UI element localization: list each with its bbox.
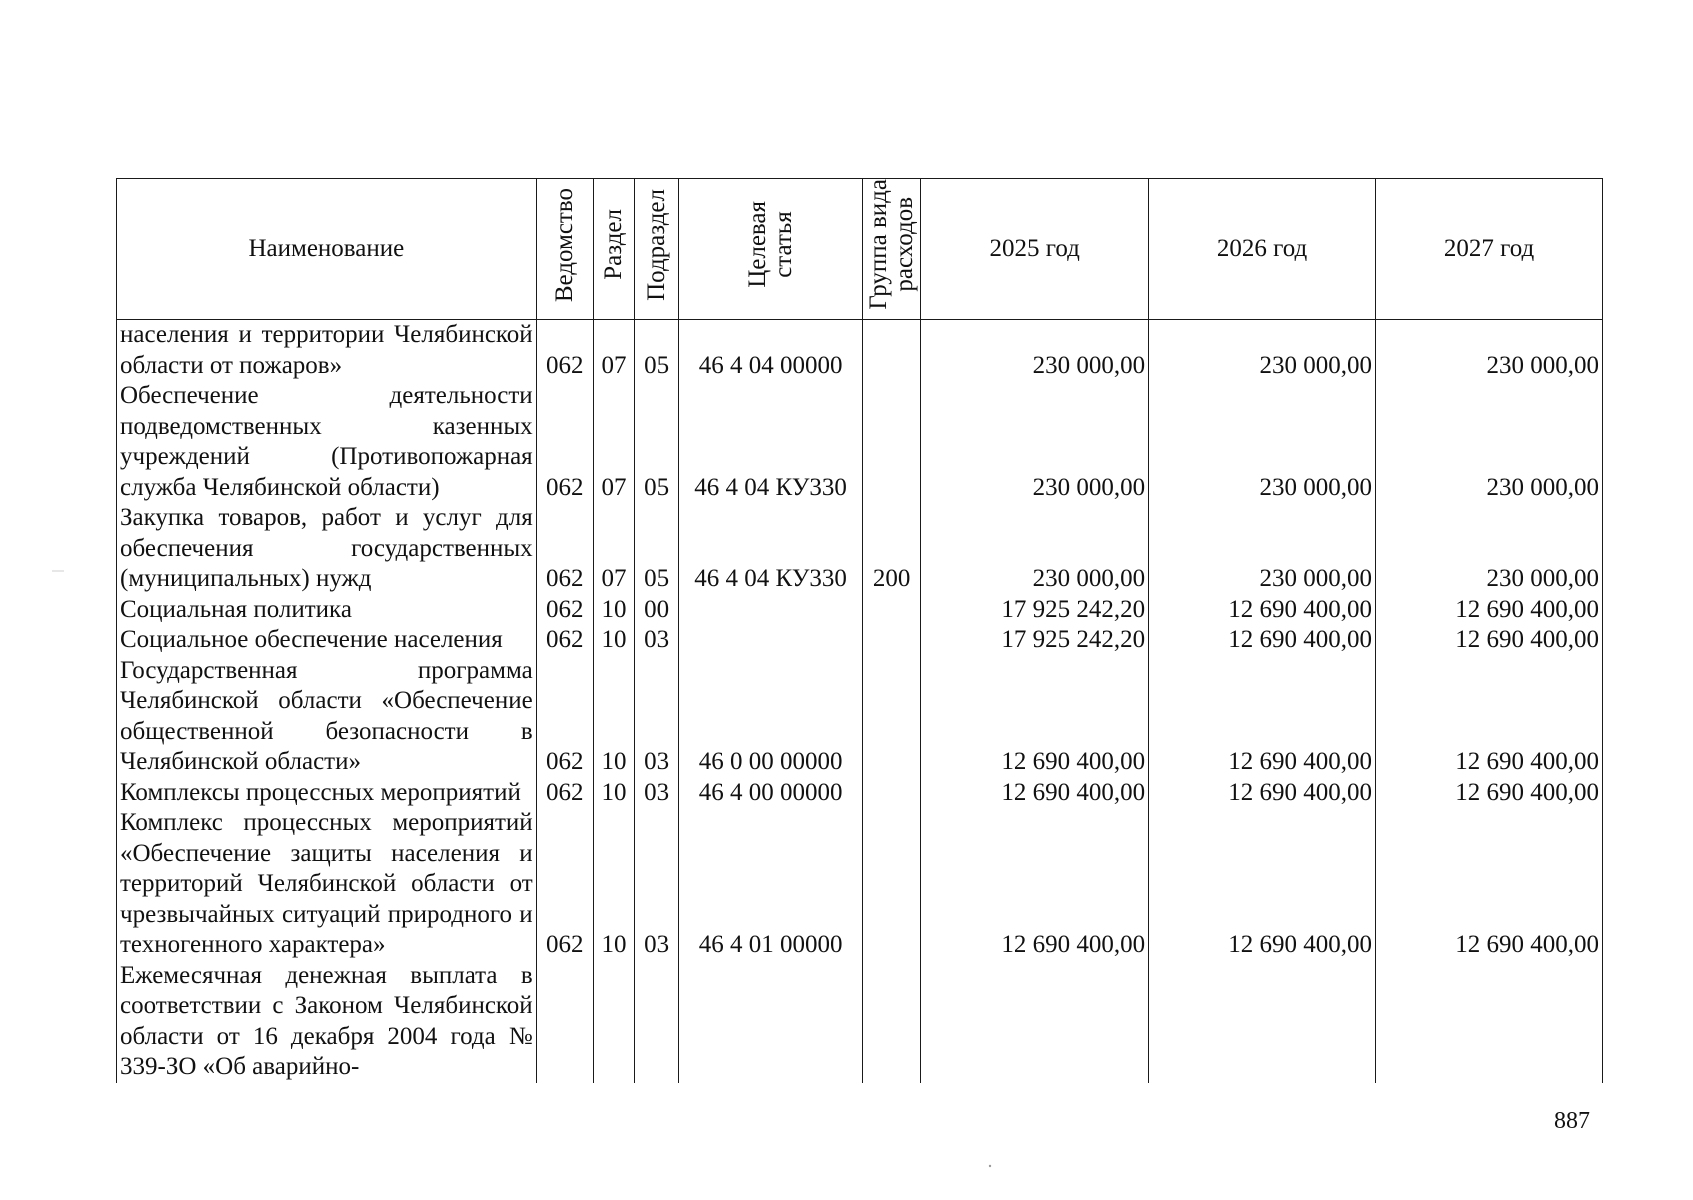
row-amount-2026: [1149, 961, 1376, 1083]
row-amount-2027: 230 000,00: [1376, 381, 1603, 503]
row-amount-2025: 17 925 242,20: [921, 595, 1149, 626]
row-name: Закупка товаров, работ и услуг для обеспечения государственных (муниципальных) нужд: [117, 503, 537, 595]
row-section: 10: [593, 808, 634, 961]
row-target-article: 46 4 01 00000: [679, 808, 863, 961]
row-section: [593, 961, 634, 1083]
row-expense-group: [862, 961, 920, 1083]
row-department: 062: [536, 656, 593, 778]
row-amount-2026: 12 690 400,00: [1149, 625, 1376, 656]
row-target-article: 46 4 04 КУ330: [679, 381, 863, 503]
row-section: 10: [593, 778, 634, 809]
header-expense-group-label: [866, 179, 918, 310]
row-name: Комплексы процессных мероприятий: [117, 778, 537, 809]
row-section: 10: [593, 625, 634, 656]
row-expense-group: [862, 625, 920, 656]
row-amount-2027: 230 000,00: [1376, 503, 1603, 595]
row-subsection: 05: [635, 320, 679, 382]
row-amount-2027: 12 690 400,00: [1376, 656, 1603, 778]
row-expense-group: 200: [862, 503, 920, 595]
table-row: [117, 961, 1603, 1083]
table-row: [117, 808, 1603, 961]
row-department: 062: [536, 595, 593, 626]
header-target-article: [679, 179, 863, 320]
row-amount-2025: 230 000,00: [921, 381, 1149, 503]
header-year-2027-label: 2027 год: [1443, 234, 1535, 262]
row-department: 062: [536, 625, 593, 656]
row-subsection: 00: [635, 595, 679, 626]
header-expense-line2: расходов: [890, 197, 918, 293]
row-amount-2026: 12 690 400,00: [1149, 778, 1376, 809]
page-number: 887: [1554, 1108, 1590, 1134]
table-row: [117, 778, 1603, 809]
row-section: 07: [593, 320, 634, 382]
row-target-article: 46 4 04 КУ330: [679, 503, 863, 595]
row-expense-group: [862, 656, 920, 778]
row-target-article: 46 0 00 00000: [679, 656, 863, 778]
row-expense-group: [862, 320, 920, 382]
row-amount-2026: 12 690 400,00: [1149, 808, 1376, 961]
row-department: 062: [536, 808, 593, 961]
row-name: Обеспечение деятельности подведомственных казенных учреждений (Противопожарная служба Челябинской области): [117, 381, 537, 503]
row-amount-2025: [921, 961, 1149, 1083]
row-subsection: 05: [635, 503, 679, 595]
header-year-2026: [1149, 179, 1376, 320]
header-target-line2: статья: [769, 211, 797, 279]
row-name: Государственная программа Челябинской области «Обеспечение общественной безопасности в Челябинской области»: [117, 656, 537, 778]
row-amount-2027: 12 690 400,00: [1376, 808, 1603, 961]
table-row: [117, 320, 1603, 382]
row-target-article: [679, 625, 863, 656]
row-amount-2025: 12 690 400,00: [921, 778, 1149, 809]
row-amount-2027: [1376, 961, 1603, 1083]
row-expense-group: [862, 595, 920, 626]
header-department: [536, 179, 593, 320]
table-row: [117, 381, 1603, 503]
row-amount-2026: 230 000,00: [1149, 381, 1376, 503]
header-year-2025: [921, 179, 1149, 320]
row-name: населения и территории Челябинской области от пожаров»: [117, 320, 537, 382]
row-subsection: 03: [635, 778, 679, 809]
row-section: 07: [593, 381, 634, 503]
row-amount-2027: 12 690 400,00: [1376, 595, 1603, 626]
table-row: [117, 625, 1603, 656]
header-section-label: Раздел: [599, 209, 627, 281]
row-amount-2026: 12 690 400,00: [1149, 595, 1376, 626]
row-amount-2025: 230 000,00: [921, 503, 1149, 595]
row-amount-2026: 12 690 400,00: [1149, 656, 1376, 778]
row-expense-group: [862, 808, 920, 961]
header-target-line1: Целевая: [743, 201, 771, 289]
row-amount-2025: 12 690 400,00: [921, 808, 1149, 961]
row-subsection: 03: [635, 656, 679, 778]
row-department: 062: [536, 778, 593, 809]
row-section: 07: [593, 503, 634, 595]
row-amount-2025: 12 690 400,00: [921, 656, 1149, 778]
header-name: [117, 179, 537, 320]
table-row: [117, 503, 1603, 595]
row-subsection: 03: [635, 625, 679, 656]
header-expense-line1: Группа вида: [864, 179, 892, 311]
row-section: 10: [593, 656, 634, 778]
scan-dot: [989, 1165, 991, 1167]
row-name: Ежемесячная денежная выплата в соответствии с Законом Челябинской области от 16 декабря 2004 года № 339-ЗО «Об аварийно-: [117, 961, 537, 1083]
row-name: Комплекс процессных мероприятий «Обеспечение защиты населения и территорий Челябинской области от чрезвычайных ситуаций природного и техногенного характера»: [117, 808, 537, 961]
header-expense-group: [862, 179, 920, 320]
header-subsection-label: Подраздел: [642, 188, 670, 301]
header-target-article-label: [745, 201, 797, 288]
row-target-article: 46 4 00 00000: [679, 778, 863, 809]
row-amount-2026: 230 000,00: [1149, 503, 1376, 595]
table-row: [117, 656, 1603, 778]
row-amount-2027: 12 690 400,00: [1376, 625, 1603, 656]
row-amount-2027: 12 690 400,00: [1376, 778, 1603, 809]
row-amount-2025: 17 925 242,20: [921, 625, 1149, 656]
row-expense-group: [862, 381, 920, 503]
header-year-2026-label: 2026 год: [1216, 234, 1308, 262]
row-expense-group: [862, 778, 920, 809]
row-name: Социальная политика: [117, 595, 537, 626]
header-subsection: [635, 179, 679, 320]
row-department: 062: [536, 503, 593, 595]
row-target-article: [679, 595, 863, 626]
row-subsection: 03: [635, 808, 679, 961]
row-name: Социальное обеспечение населения: [117, 625, 537, 656]
budget-table: [116, 178, 1603, 1083]
row-department: 062: [536, 320, 593, 382]
row-amount-2027: 230 000,00: [1376, 320, 1603, 382]
row-department: 062: [536, 381, 593, 503]
header-department-label: Ведомство: [550, 187, 578, 302]
row-target-article: [679, 961, 863, 1083]
header-section: [593, 179, 634, 320]
header-year-2027: [1376, 179, 1603, 320]
row-amount-2026: 230 000,00: [1149, 320, 1376, 382]
row-department: [536, 961, 593, 1083]
row-subsection: 05: [635, 381, 679, 503]
row-amount-2025: 230 000,00: [921, 320, 1149, 382]
table-header-row: [117, 179, 1603, 320]
row-target-article: 46 4 04 00000: [679, 320, 863, 382]
row-section: 10: [593, 595, 634, 626]
row-subsection: [635, 961, 679, 1083]
header-year-2025-label: 2025 год: [989, 234, 1080, 262]
table-row: [117, 595, 1603, 626]
header-name-label: Наименование: [248, 234, 405, 262]
